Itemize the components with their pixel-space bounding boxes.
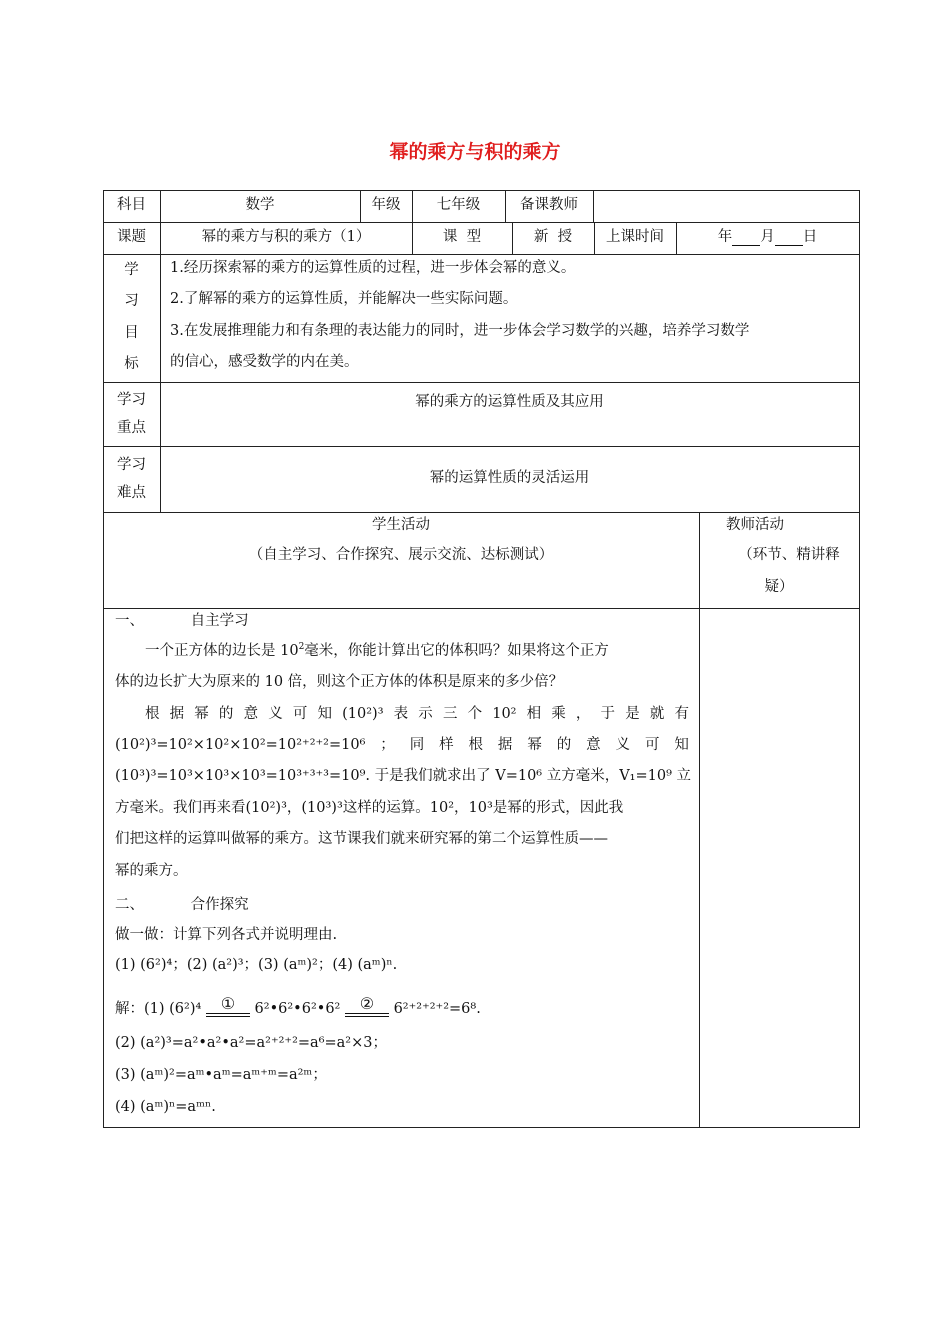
text-run: . 于是我们就求出了 V=10⁶ 立方毫米，V₁=10⁹ 立 <box>365 768 692 784</box>
table-border-right <box>859 190 860 1128</box>
exercise-intro: 做一做：计算下列各式并说明理由. <box>115 927 338 943</box>
word: 幂 <box>527 737 542 753</box>
subject-label: 科目 <box>117 197 146 214</box>
date-day: 日 <box>802 229 818 246</box>
table-border-bottom <box>103 1127 860 1128</box>
word: 是 <box>625 706 640 722</box>
word: ， <box>575 706 591 722</box>
word: 有 <box>674 706 689 722</box>
solution-line: (3) (aᵐ)²=aᵐ•aᵐ=aᵐ⁺ᵐ=a²ᵐ； <box>115 1067 327 1083</box>
paragraph-line <box>145 640 689 662</box>
word: 可 <box>644 737 660 753</box>
section-2-heading <box>115 894 689 916</box>
double-bar <box>206 1013 250 1017</box>
word: 可 <box>292 706 308 722</box>
word: 乘 <box>551 706 566 722</box>
topic-value: 幂的乘方与积的乘方（1） <box>201 229 371 246</box>
grade-value: 七年级 <box>436 197 481 214</box>
math-expression: (10²)³=10²×10²×10²=10²⁺²⁺²=10⁶ <box>115 737 366 753</box>
teacher-activity-subtitle: 疑） <box>764 579 794 596</box>
difficulty-value: 幂的运算性质的灵活运用 <box>429 470 590 487</box>
section-1-heading <box>115 610 689 632</box>
word: 根 <box>145 706 160 722</box>
solution-line: (4) (aᵐ)ⁿ=aᵐⁿ. <box>115 1099 216 1115</box>
word: 据 <box>497 737 513 753</box>
superscript: 2 <box>298 642 305 652</box>
date-year: 年 <box>717 229 733 246</box>
exercise-list: (1) (6²)⁴；(2) (a²)³；(3) (aᵐ)²；(4) (aᵐ)ⁿ. <box>115 957 398 973</box>
word: 义 <box>268 706 283 722</box>
goals-label-char: 学 <box>124 262 139 278</box>
paragraph-line: 们把这样的运算叫做幂的乘方。这节课我们就来研究幂的第二个运算性质—— <box>115 831 608 847</box>
goals-label-char: 目 <box>124 325 139 341</box>
teacher-value <box>593 190 859 222</box>
class-date-value <box>676 222 859 254</box>
paragraph-line-justified <box>145 703 689 725</box>
topic-label: 课题 <box>117 229 146 246</box>
word: 据 <box>169 706 185 722</box>
paragraph-line <box>115 765 692 787</box>
subject-value: 数学 <box>245 197 275 214</box>
word: 知 <box>674 737 689 753</box>
row-divider <box>103 446 860 447</box>
word: 的 <box>218 706 234 722</box>
focus-label-line: 学习 <box>117 392 146 408</box>
difficulty-label-line: 难点 <box>117 485 146 501</box>
goal-item: 2.了解幂的乘方的运算性质，并能解决一些实际问题。 <box>170 291 518 307</box>
math-expression: 6²•6²•6²•6² <box>254 1001 341 1017</box>
student-activity-subtitle: （自主学习、合作探究、展示交流、达标测试） <box>248 547 554 564</box>
word: ； <box>380 737 395 753</box>
difficulty-label <box>103 446 160 512</box>
math-expression: 10² <box>492 706 517 722</box>
day-blank <box>775 231 803 246</box>
equals-marker <box>345 994 389 1019</box>
circled-number: ② <box>359 994 375 1013</box>
math-expression: (10³)³=10³×10³×10³=10³⁺³⁺³=10⁹ <box>115 768 366 784</box>
math-expression: (10²)³ <box>342 706 384 722</box>
goals-label-char: 标 <box>124 356 139 372</box>
goal-item: 1.经历探索幂的乘方的运算性质的过程，进一步体会幂的意义。 <box>170 260 576 276</box>
word: 的 <box>556 737 572 753</box>
paragraph-line-justified <box>115 734 689 756</box>
word: 幂 <box>194 706 209 722</box>
double-bar <box>345 1013 389 1017</box>
paragraph-line: 方毫米。我们再来看(10²)³，(10³)³这样的运算。10²，10³是幂的形式，因此我 <box>115 800 624 816</box>
date-month: 月 <box>760 229 775 246</box>
word: 就 <box>649 706 665 722</box>
word: 意 <box>243 706 259 722</box>
paragraph-line: 幂的乘方。 <box>115 863 188 879</box>
focus-label <box>103 382 160 446</box>
focus-value: 幂的乘方的运算性质及其应用 <box>415 394 604 411</box>
goals-label-char: 习 <box>124 293 139 309</box>
difficulty-label-line: 学习 <box>117 457 146 473</box>
math-expression: (1) (6²)⁴ <box>144 1001 202 1017</box>
type-label: 课 型 <box>442 229 482 246</box>
solution-line: (2) (a²)³=a²•a²•a²=a²⁺²⁺²=a⁶=a²×3； <box>115 1035 387 1051</box>
word: 相 <box>526 706 542 722</box>
student-activity-title: 学生活动 <box>372 517 430 534</box>
goal-item: 3.在发展推理能力和有条理的表达能力的同时，进一步体会学习数学的兴趣，培养学习数学 <box>170 323 750 339</box>
page-title: 幂的乘方与积的乘方 <box>389 141 561 163</box>
word: 义 <box>615 737 631 753</box>
grade-label: 年级 <box>371 197 401 214</box>
month-blank <box>732 231 760 246</box>
solution-line <box>115 994 689 1020</box>
section-1-title: 自主学习 <box>190 613 249 629</box>
teacher-activity-subtitle: （环节、精讲释 <box>738 547 840 564</box>
word: 表 <box>393 706 409 722</box>
word: 示 <box>418 706 433 722</box>
teacher-label: 备课教师 <box>520 197 578 214</box>
text-run: 一个正方体的边长是 10 <box>145 643 299 659</box>
word: 同 <box>409 737 425 753</box>
row-divider <box>103 608 860 609</box>
teacher-activity-title: 教师活动 <box>726 517 784 534</box>
class-time-label: 上课时间 <box>606 229 664 246</box>
lesson-plan-table <box>103 190 860 1128</box>
section-1-number: 一、 <box>115 613 144 629</box>
section-2-number: 二、 <box>115 897 144 913</box>
word: 意 <box>586 737 601 753</box>
math-expression: 6²⁺²⁺²⁺²=6⁸. <box>393 1001 481 1017</box>
word: 知 <box>317 706 332 722</box>
section-2-title: 合作探究 <box>190 897 249 913</box>
solution-label: 解： <box>115 1001 144 1017</box>
circled-number: ① <box>220 994 236 1013</box>
word: 样 <box>439 737 454 753</box>
word: 三 <box>442 706 458 722</box>
equals-marker <box>206 994 250 1019</box>
word: 根 <box>468 737 484 753</box>
goal-item: 的信心，感受数学的内在美。 <box>170 354 359 370</box>
text-run: 毫米，你能计算出它的体积吗？如果将这个正方 <box>304 643 609 659</box>
word: 个 <box>467 706 483 722</box>
type-value: 新 授 <box>533 229 573 246</box>
paragraph-line: 体的边长扩大为原来的 10 倍，则这个正方体的体积是原来的多少倍？ <box>115 674 564 690</box>
col-divider <box>699 512 700 1128</box>
word: 于 <box>600 706 616 722</box>
focus-label-line: 重点 <box>117 420 146 436</box>
